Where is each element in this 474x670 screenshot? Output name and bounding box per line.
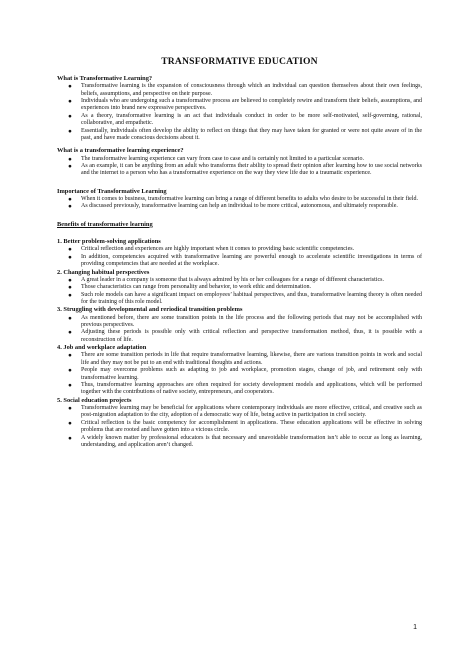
- bullet-list: [57, 352, 422, 396]
- bullet-icon: ●: [68, 291, 72, 299]
- bullet-list: [57, 156, 422, 178]
- benefit-heading: 5. Social education projects: [57, 396, 132, 404]
- benefits-heading: Benefits of transformative learning: [57, 220, 153, 228]
- benefit-heading: 3. Struggling with developmental and reriodical transition problems: [57, 306, 243, 314]
- bullet-icon: ●: [68, 163, 72, 171]
- document-title: TRANSFORMATIVE EDUCATION: [161, 56, 318, 67]
- list-item: [57, 163, 422, 178]
- list-item-text: As a theory, transformative learning is an act that individuals conduct in order to be more self-motivated, self-governing, rational, collaborative, and empathetic.: [81, 112, 422, 127]
- benefit-heading: 4. Job and workplace adaptation: [57, 344, 147, 352]
- list-item: [57, 329, 422, 344]
- page-number: 1: [413, 624, 417, 631]
- list-item-text: Critical reflection and experiences are highly important when it comes to providing basic scientific competencies.: [81, 246, 355, 253]
- list-item: [57, 128, 422, 143]
- list-item: [57, 367, 422, 382]
- list-item: [57, 83, 422, 98]
- list-item-text: When it comes to business, transformative learning can bring a range of different benefits to adults who desire to be successful in their field.: [81, 196, 418, 203]
- bullet-icon: ●: [68, 203, 72, 211]
- bullet-icon: ●: [68, 434, 72, 442]
- bullet-icon: ●: [68, 196, 72, 204]
- list-item: [57, 203, 422, 210]
- bullet-list: [57, 83, 422, 142]
- section-heading: What is Transformative Learning?: [57, 75, 153, 82]
- list-item-text: Transformative learning is the expansion of consciousness through which an individual can question themselves about their own feelings, beliefs, assumptions, and perspective on their purpose.: [81, 83, 422, 97]
- list-item: [57, 254, 422, 269]
- list-item: [57, 284, 422, 291]
- list-item-text: As an example, it can be anything from an adult who transforms their ability to spread their opinion after learning how to use social networks and the internet to a person who has a transformative experience on the way they view life due to a traumatic experience.: [81, 163, 422, 177]
- list-item: [57, 98, 422, 113]
- bullet-icon: ●: [68, 246, 72, 254]
- list-item-text: In addition, competencies acquired with transformative learning are powerful enough to accelerate scientific investigations in terms of providing competencies that are needed at the workplace.: [81, 253, 422, 268]
- bullet-list: [57, 315, 422, 345]
- bullet-icon: ●: [68, 419, 72, 427]
- bullet-icon: ●: [68, 329, 72, 337]
- section-heading: Importance of Transformative Learning: [57, 187, 167, 195]
- list-item-text: Essentially, individuals often develop the ability to reflect on things that they may have taken for granted or were not quite aware of in the past, and have made conscious decisions about it.: [81, 127, 422, 142]
- list-item: [57, 420, 422, 435]
- bullet-icon: ●: [68, 127, 72, 135]
- bullet-icon: ●: [68, 253, 72, 261]
- list-item: [57, 382, 422, 397]
- list-item: [57, 113, 422, 128]
- bullet-icon: ●: [68, 98, 72, 106]
- list-item-text: Such role models can have a significant impact on employees’ habitual perspectives, and thus, transformative learning theory is often needed for the training of this role model.: [81, 291, 422, 305]
- list-item-text: As mentioned before, there are some transition points in the life process and the following periods that may not be accomplished with previous perspectives.: [81, 314, 422, 328]
- list-item-text: Thus, transformative learning approaches are often required for society development models and applications, which will be performed together with the contributions of native society, entrepreneurs, and cooperators.: [81, 382, 422, 396]
- bullet-icon: ●: [68, 352, 72, 360]
- list-item-text: A widely known matter by professional educators is that necessary and unavoidable transformation isn’t able to occur as long as learning, understanding, and application aren’t changed.: [81, 434, 422, 449]
- bullet-icon: ●: [68, 112, 72, 120]
- bullet-icon: ●: [68, 155, 72, 163]
- list-item-text: Adjusting these periods is possible only with critical reflection and perspective transformation method, thus, it is possible with a reconstruction of life.: [81, 329, 422, 343]
- bullet-icon: ●: [68, 405, 72, 413]
- section-heading: What is a transformative learning experience?: [57, 147, 184, 155]
- bullet-icon: ●: [68, 83, 72, 91]
- list-item: [57, 156, 422, 163]
- bullet-list: [57, 196, 422, 211]
- list-item-text: A great leader in a company is someone that is always admired by his or her colleagues for a range of different characteristics.: [81, 276, 384, 283]
- list-item-text: There are some transition periods in life that require transformative learning, likewise, there are various transition points in work and social life and they may not be put to an end with traditional thoughts and actions.: [81, 352, 422, 366]
- bullet-list: [57, 277, 422, 307]
- list-item-text: Those characteristics can range from personality and behavior, to work ethic and determination.: [81, 284, 312, 291]
- list-item-text: As discussed previously, transformative learning can help an individual to be more critical, autonomous, and ultimately responsible.: [81, 203, 398, 210]
- list-item: [57, 435, 422, 450]
- list-item-text: The transformative learning experience can vary from case to case and is certainly not limited to a particular scenario.: [81, 155, 365, 162]
- list-item: [57, 405, 422, 420]
- list-item: [57, 315, 422, 330]
- list-item: [57, 277, 422, 284]
- benefit-heading: 1. Better problem-solving applications: [57, 238, 161, 246]
- bullet-icon: ●: [68, 382, 72, 389]
- list-item-text: Transformative learning may be beneficial for applications where contemporary individuals are more effective, critical, and creative such as post-migration adaptation to the city, adoption of a democratic way of life, being active in participation in civil society.: [81, 405, 422, 419]
- bullet-list: [57, 405, 422, 449]
- bullet-icon: ●: [68, 284, 72, 292]
- bullet-icon: ●: [68, 276, 72, 284]
- benefit-heading: 2. Changing habitual perspectives: [57, 268, 150, 276]
- list-item: [57, 246, 422, 253]
- list-item: [57, 352, 422, 367]
- list-item-text: People may overcome problems such as adapting to job and workplace, promotion stages, change of job, and retirement only with transformative learning.: [81, 367, 422, 381]
- list-item: [57, 292, 422, 307]
- bullet-icon: ●: [68, 367, 72, 375]
- bullet-list: [57, 246, 422, 268]
- list-item-text: Individuals who are undergoing such a transformative process are believed to completely rewire and transform their beliefs, assumptions, and experiences into brand new expressive perspectives.: [81, 98, 422, 112]
- bullet-icon: ●: [68, 314, 72, 322]
- list-item-text: Critical reflection is the basic competency for accomplishment in applications. These education applications will be effective in solving problems that are rooted and have gotten into a vicious circle.: [81, 419, 422, 434]
